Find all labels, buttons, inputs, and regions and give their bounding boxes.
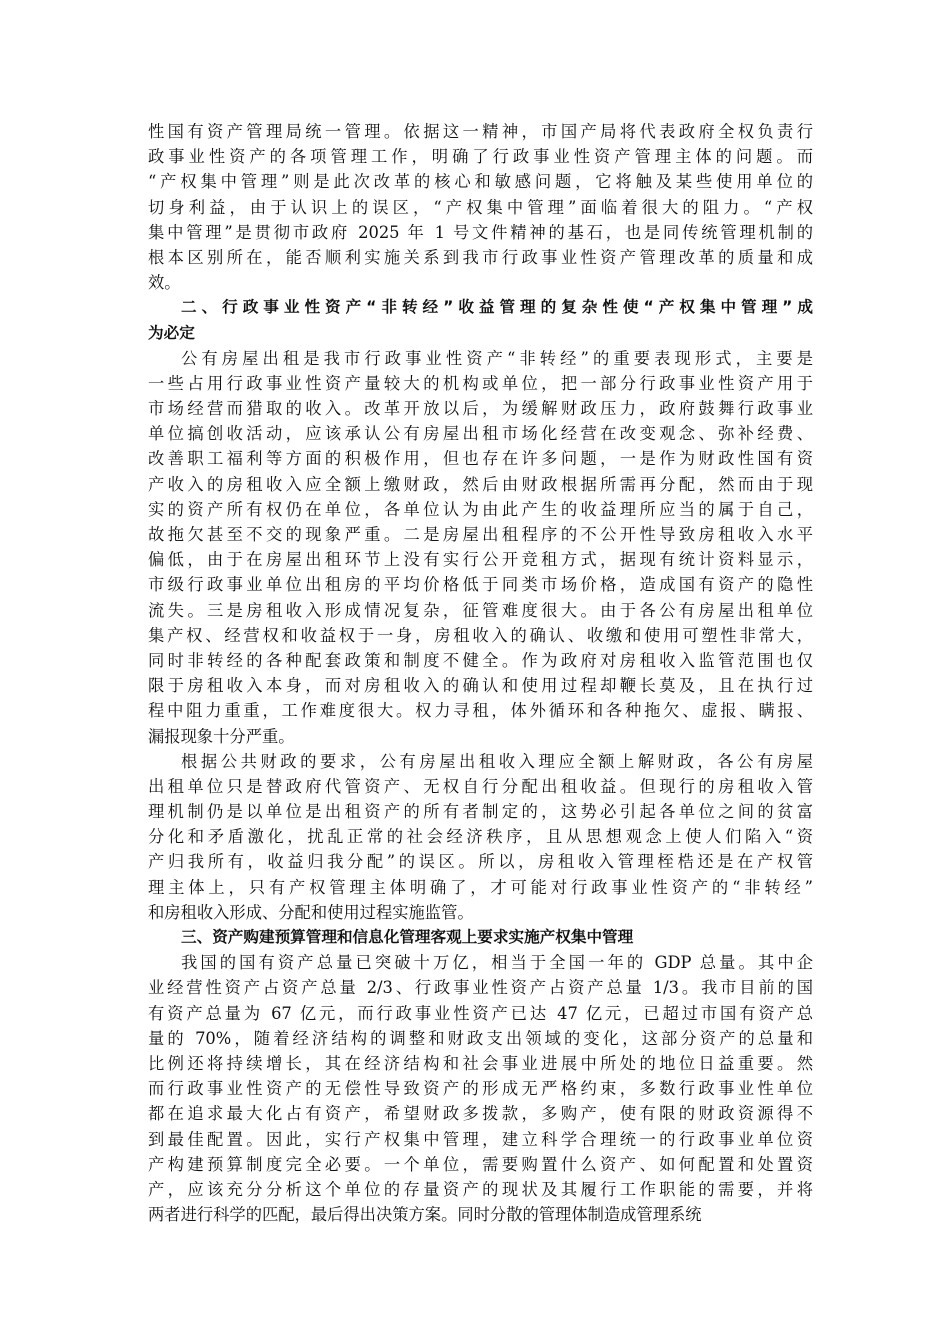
text-line: 程中阻力重重，工作难度很大。权力寻租，体外循环和各种拖欠、虚报、瞒报、 (148, 701, 813, 721)
heading-line: 二、行政事业性资产“非转经”收益管理的复杂性使“产权集中管理”成 (181, 298, 813, 317)
text-line: 产构建预算制度完全必要。一个单位，需要购置什么资产、如何配置和处置资 (148, 1154, 813, 1174)
text-line: 市级行政事业单位出租房的平均价格低于同类市场价格，造成国有资产的隐性 (148, 575, 813, 595)
text-line: 产收入的房租收入应全额上缴财政，然后由财政根据所需再分配，然而由于现 (148, 474, 813, 494)
text-line: 量的 70%，随着经济结构的调整和财政支出领域的变化，这部分资产的总量和 (148, 1028, 813, 1048)
body-paragraph (148, 749, 813, 925)
text-line: 分化和矛盾激化，扰乱正常的社会经济秩序，且从思想观念上使人们陷入“资 (148, 827, 813, 847)
text-line: “产权集中管理”则是此次改革的核心和敏感问题，它将触及某些使用单位的 (148, 172, 813, 192)
text-line: 我国的国有资产总量已突破十万亿，相当于全国一年的 GDP 总量。其中企 (181, 953, 813, 973)
text-line: 同时非转经的各种配套政策和制度不健全。作为政府对房租收入监管范围也仅 (148, 650, 813, 670)
text-line: 限于房租收入本身，而对房租收入的确认和使用过程却鞭长莫及，且在执行过 (148, 676, 813, 696)
heading-line: 三、资产购建预算管理和信息化管理客观上要求实施产权集中管理 (181, 928, 634, 946)
text-line: 公有房屋出租是我市行政事业性资产“非转经”的重要表现形式，主要是 (181, 348, 813, 368)
text-line: 根据公共财政的要求，公有房屋出租收入理应全额上解财政，各公有房屋 (181, 751, 813, 771)
text-line: 有资产总量为 67 亿元，而行政事业性资产已达 47 亿元，已超过市国有资产总 (148, 1003, 813, 1023)
text-line: 效。 (148, 273, 181, 293)
text-line: 集产权、经营权和收益权于一身，房租收入的确认、收缴和使用可塑性非常大， (148, 625, 813, 645)
text-line: 产，应该充分分析这个单位的存量资产的现状及其履行工作职能的需要，并将 (148, 1179, 813, 1199)
text-line: 市场经营而猎取的收入。改革开放以后，为缓解财政压力，政府鼓舞行政事业 (148, 399, 813, 419)
text-line: 性国有资产管理局统一管理。依据这一精神，市国产局将代表政府全权负责行 (148, 122, 813, 141)
body-paragraph (148, 950, 813, 1227)
text-line: 和房租收入形成、分配和使用过程实施监管。 (148, 902, 474, 922)
text-line: 理主体上，只有产权管理主体明确了，才可能对行政事业性资产的“非转经” (148, 877, 813, 897)
text-line: 集中管理”是贯彻市政府 2025 年 1 号文件精神的基石，也是同传统管理机制的 (148, 222, 813, 242)
text-line: 根本区别所在，能否顺利实施关系到我市行政事业性资产管理改革的质量和成 (148, 247, 813, 267)
body-paragraph (148, 119, 813, 295)
text-line: 一些占用行政事业性资产量较大的机构或单位，把一部分行政事业性资产用于 (148, 373, 813, 393)
text-line: 都在追求最大化占有资产，希望财政多拨款，多购产，使有限的财政资源得不 (148, 1104, 813, 1124)
text-line: 业经营性资产占资产总量 2/3、行政事业性资产占资产总量 1/3。我市目前的国 (148, 978, 813, 998)
text-line: 到最佳配置。因此，实行产权集中管理，建立科学合理统一的行政事业单位资 (148, 1129, 813, 1149)
text-line: 漏报现象十分严重。 (148, 726, 295, 746)
heading-line: 为必定 (148, 323, 195, 342)
text-line: 政事业性资产的各项管理工作，明确了行政事业性资产管理主体的问题。而 (148, 147, 813, 167)
text-line: 故拖欠甚至不交的现象严重。二是房屋出租程序的不公开性导致房租收入水平 (148, 525, 813, 544)
text-line: 比例还将持续增长，其在经济结构和社会事业进展中所处的地位日益重要。然 (148, 1053, 813, 1073)
text-line: 流失。三是房租收入形成情况复杂，征管难度很大。由于各公有房屋出租单位 (148, 600, 813, 620)
document-page (148, 119, 813, 1227)
text-line: 切身利益，由于认识上的误区，“产权集中管理”面临着很大的阻力。“产权 (148, 197, 813, 217)
text-line: 理机制仍是以单位是出租资产的所有者制定的，这势必引起各单位之间的贫富 (148, 802, 813, 822)
text-line: 偏低，由于在房屋出租环节上没有实行公开竞租方式，据现有统计资料显示， (148, 550, 813, 570)
text-line: 单位搞创收活动，应该承认公有房屋出租市场化经营在改变观念、弥补经费、 (148, 424, 813, 444)
text-line: 改善职工福利等方面的积极作用，但也存在许多问题，一是作为财政性国有资 (148, 449, 813, 469)
text-line: 实的资产所有权仍在单位，各单位认为由此产生的收益理所应当的属于自己， (148, 499, 813, 519)
body-paragraph (148, 346, 813, 749)
text-line: 两者进行科学的匹配，最后得出决策方案。同时分散的管理体制造成管理系统 (148, 1205, 702, 1225)
section-heading (148, 925, 813, 950)
text-line: 产归我所有，收益归我分配”的误区。所以，房租收入管理桎梏还是在产权管 (148, 852, 813, 872)
section-heading (148, 295, 813, 345)
text-line: 而行政事业性资产的无偿性导致资产的形成无严格约束，多数行政事业性单位 (148, 1079, 813, 1099)
text-line: 出租单位只是替政府代管资产、无权自行分配出租收益。但现行的房租收入管 (148, 776, 813, 796)
